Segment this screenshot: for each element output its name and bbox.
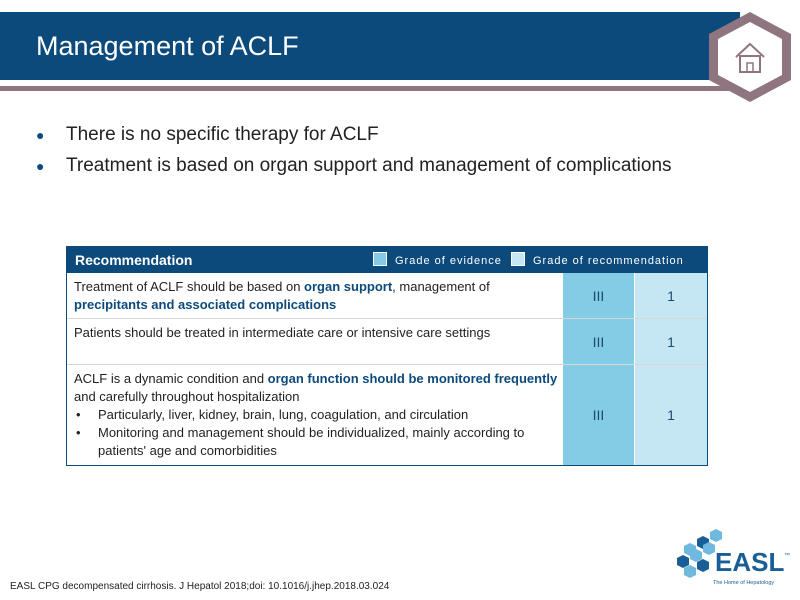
- header-recommendation: Recommendation: [75, 252, 193, 268]
- evidence-grade: III: [563, 319, 634, 364]
- legend-evidence-label: Grade of evidence: [395, 255, 502, 267]
- home-icon[interactable]: [703, 8, 797, 106]
- evidence-grade: III: [563, 273, 634, 318]
- recommendation-grade: 1: [635, 365, 707, 465]
- bullet-item: [36, 122, 676, 148]
- slide-title: Management of ACLF: [36, 31, 299, 61]
- bullet-dot: ●: [36, 158, 45, 174]
- svg-text:The Home of Hepatology: The Home of Hepatology: [713, 580, 775, 586]
- bullet-dot: ●: [36, 127, 45, 143]
- easl-logo: [672, 526, 794, 588]
- svg-text:™: ™: [784, 553, 790, 559]
- title-divider: [0, 86, 740, 91]
- table-header: [67, 247, 707, 273]
- evidence-grade: III: [563, 365, 634, 465]
- legend-evidence: [373, 252, 502, 267]
- recommendation-grade: 1: [635, 273, 707, 318]
- table-row: [67, 273, 707, 319]
- recommendation-table: [66, 246, 708, 466]
- recommendation-text: Patients should be treated in intermediate care or intensive care settings: [74, 325, 491, 340]
- citation-footer: EASL CPG decompensated cirrhosis. J Hepatol 2018;doi: 10.1016/j.jhep.2018.03.024: [10, 581, 390, 592]
- bullet-text: There is no specific therapy for ACLF: [66, 124, 379, 145]
- recommendation-text: ACLF is a dynamic condition and organ function should be monitored frequently and carefully throughout hospitalization • Particularly, liver, kidney, brain, lung, coagulation, and circulation • Monitoring and management should be individualized, mainly according to patients' age and comorbidities: [74, 370, 560, 460]
- legend-swatch-recommendation: [511, 252, 525, 266]
- title-bar: [0, 12, 740, 80]
- recommendation-text: Treatment of ACLF should be based on organ support, management of precipitants and associated complications: [74, 279, 490, 312]
- sub-bullet: • Monitoring and management should be individualized, mainly according to patients' age and comorbidities: [76, 425, 525, 458]
- legend-swatch-evidence: [373, 252, 387, 266]
- bullet-item: [36, 153, 676, 179]
- legend-recommendation-label: Grade of recommendation: [533, 255, 684, 267]
- bullet-text: Treatment is based on organ support and management of complications: [66, 155, 672, 176]
- svg-text:EASL: EASL: [715, 547, 785, 577]
- recommendation-grade: 1: [635, 319, 707, 364]
- sub-bullet: • Particularly, liver, kidney, brain, lung, coagulation, and circulation: [76, 407, 469, 422]
- table-row: [67, 365, 707, 465]
- table-row: [67, 319, 707, 365]
- legend-recommendation: [511, 252, 684, 267]
- bullet-list: [36, 122, 676, 184]
